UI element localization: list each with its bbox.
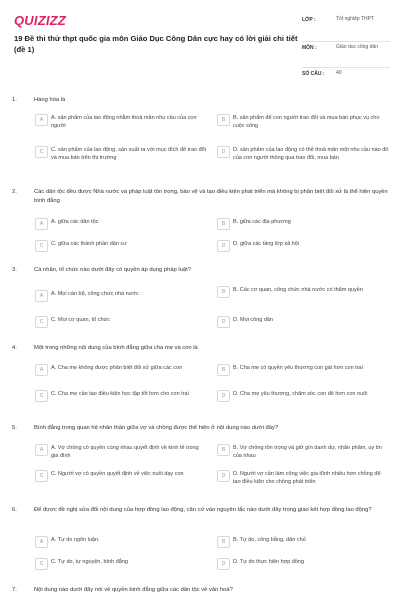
question-number: 1.	[12, 97, 17, 103]
option-letter: C	[35, 470, 48, 482]
option-letter: A	[35, 364, 48, 376]
question-number: 7.	[12, 587, 17, 593]
option-text: B. giữa các địa phương	[233, 219, 291, 225]
option-letter: B	[217, 444, 230, 456]
question-text: Bình đẳng trong quan hệ nhân thân giữa vợ và chồng được thể hiện ở nội dung nào dưới đây?	[34, 425, 279, 431]
option-text: A. sản phẩm của lao động nhằm thoả mãn nhu cầu của con người	[51, 115, 197, 129]
option-text: B. Vợ chồng tôn trọng và giữ gìn danh dự, nhân phẩm, uy tín của nhau	[233, 445, 382, 459]
option-letter: C	[35, 316, 48, 328]
option-letter: C	[35, 146, 48, 158]
worksheet-title: 19 Đề thi thử thpt quốc gia môn Giáo Dục Công Dân cực hay có lời giải chi tiết (đề 1)	[14, 34, 298, 54]
option-letter: A	[35, 444, 48, 456]
option-text: D. giữa các tầng lớp xã hội	[233, 241, 299, 247]
worksheet-header	[0, 0, 400, 84]
option-text: C. Mọi cơ quan, tổ chức	[51, 317, 110, 323]
option-letter: B	[217, 114, 230, 126]
option-letter: A	[35, 290, 48, 302]
option-letter: B	[217, 536, 230, 548]
option-text: D. Người vợ cần làm công việc gia đình nhiều hơn chồng để tạo điều kiện cho chồng phát triển	[233, 471, 381, 485]
option-text: C. giữa các thành phần dân cư	[51, 241, 127, 247]
option-letter: A	[35, 114, 48, 126]
option-letter: A	[35, 536, 48, 548]
question-text: Nội dung nào dưới đây nói về quyền bình đẳng giữa các dân tộc về văn hoá?	[34, 587, 233, 593]
meta-class-row	[302, 14, 390, 42]
option-letter: D	[217, 470, 230, 482]
option-text: C. sản phẩm của lao động, sản xuất ra với mục đích để trao đổi và mua bán trên thị trường	[51, 147, 206, 161]
question-text: Cá nhân, tổ chức nào dưới đây có quyền áp dụng pháp luật?	[34, 267, 191, 273]
question-text: Hàng hóa là	[34, 97, 66, 103]
question-text: Một trong những nội dung của bình đẳng giữa cha mẹ và con là	[34, 345, 198, 351]
meta-subject-label: MÔN :	[302, 45, 317, 51]
option-letter: D	[217, 316, 230, 328]
meta-class-value: Tốt nghiệp THPT	[336, 16, 374, 22]
option-text: D. Cha mẹ yêu thương, chăm sóc con đẻ hơn con nuôi	[233, 391, 368, 397]
quizizz-logo: QUIZIZZ	[14, 13, 66, 28]
option-text: A. giữa các dân tộc	[51, 219, 99, 225]
option-text: A. Mọi cán bộ, công chức nhà nước	[51, 291, 139, 297]
question-text: Các dân tộc đều được Nhà nước và pháp luật tôn trọng, bảo vệ và tạo điều kiện phát triển mà không bị phân biệt đối xử là thể hiện quyền bình đẳng	[34, 189, 388, 204]
option-letter: D	[217, 558, 230, 570]
question-text: Để được đề nghị sửa đổi nội dung của hợp đồng lao động, căn cứ vào nguyên tắc nào dưới đây trong giao kết hợp đồng lao động?	[34, 507, 372, 513]
question-number: 6.	[12, 507, 17, 513]
option-text: A. Tự do ngôn luận.	[51, 537, 100, 543]
option-text: D. Tự do thực hiện hợp đồng	[233, 559, 305, 565]
worksheet-meta	[302, 14, 390, 85]
option-text: A. Vợ chồng có quyền cùng nhau quyết định về kinh tế trong gia đình	[51, 445, 199, 459]
option-text: B. Các cơ quan, công chức nhà nước có thẩm quyền	[233, 287, 363, 293]
meta-count-label: SỐ CÂU :	[302, 71, 325, 77]
option-letter: C	[35, 240, 48, 252]
option-letter: B	[217, 286, 230, 298]
option-letter: B	[217, 364, 230, 376]
option-letter: D	[217, 240, 230, 252]
option-text: B. Cha mẹ có quyền yêu thương con gái hơn con trai	[233, 365, 363, 371]
option-letter: D	[217, 390, 230, 402]
option-text: D. Mọi công dân	[233, 317, 274, 323]
question-number: 4.	[12, 345, 17, 351]
option-letter: C	[35, 390, 48, 402]
option-letter: A	[35, 218, 48, 230]
meta-class-label: LỚP :	[302, 17, 316, 23]
option-text: B. sản phẩm để con người trao đổi và mua bán phục vụ cho cuộc sống	[233, 115, 380, 129]
question-number: 2.	[12, 189, 17, 195]
option-text: D. sản phẩm của lao động có thể thoả mãn một nhu cầu nào đó của con người thông qua trao đổi, mua bán	[233, 147, 389, 161]
option-text: C. Cha mẹ cần tạo điều kiện học tập tốt hơn cho con trai	[51, 391, 189, 397]
meta-count-value: 40	[336, 70, 342, 76]
option-letter: B	[217, 218, 230, 230]
meta-subject-value: Giáo dục công dân	[336, 44, 378, 50]
question-number: 3.	[12, 267, 17, 273]
option-letter: D	[217, 146, 230, 158]
option-text: B. Tự do, công bằng, dân chủ	[233, 537, 306, 543]
option-text: C. Tự do, tự nguyện, bình đẳng	[51, 559, 128, 565]
option-letter: C	[35, 558, 48, 570]
meta-count-row	[302, 68, 390, 85]
option-text: C. Người vợ có quyền quyết định về việc nuôi dạy con	[51, 471, 184, 477]
meta-subject-row	[302, 42, 390, 68]
question-number: 5.	[12, 425, 17, 431]
option-text: A. Cha mẹ không được phân biệt đối xử giữa các con	[51, 365, 183, 371]
